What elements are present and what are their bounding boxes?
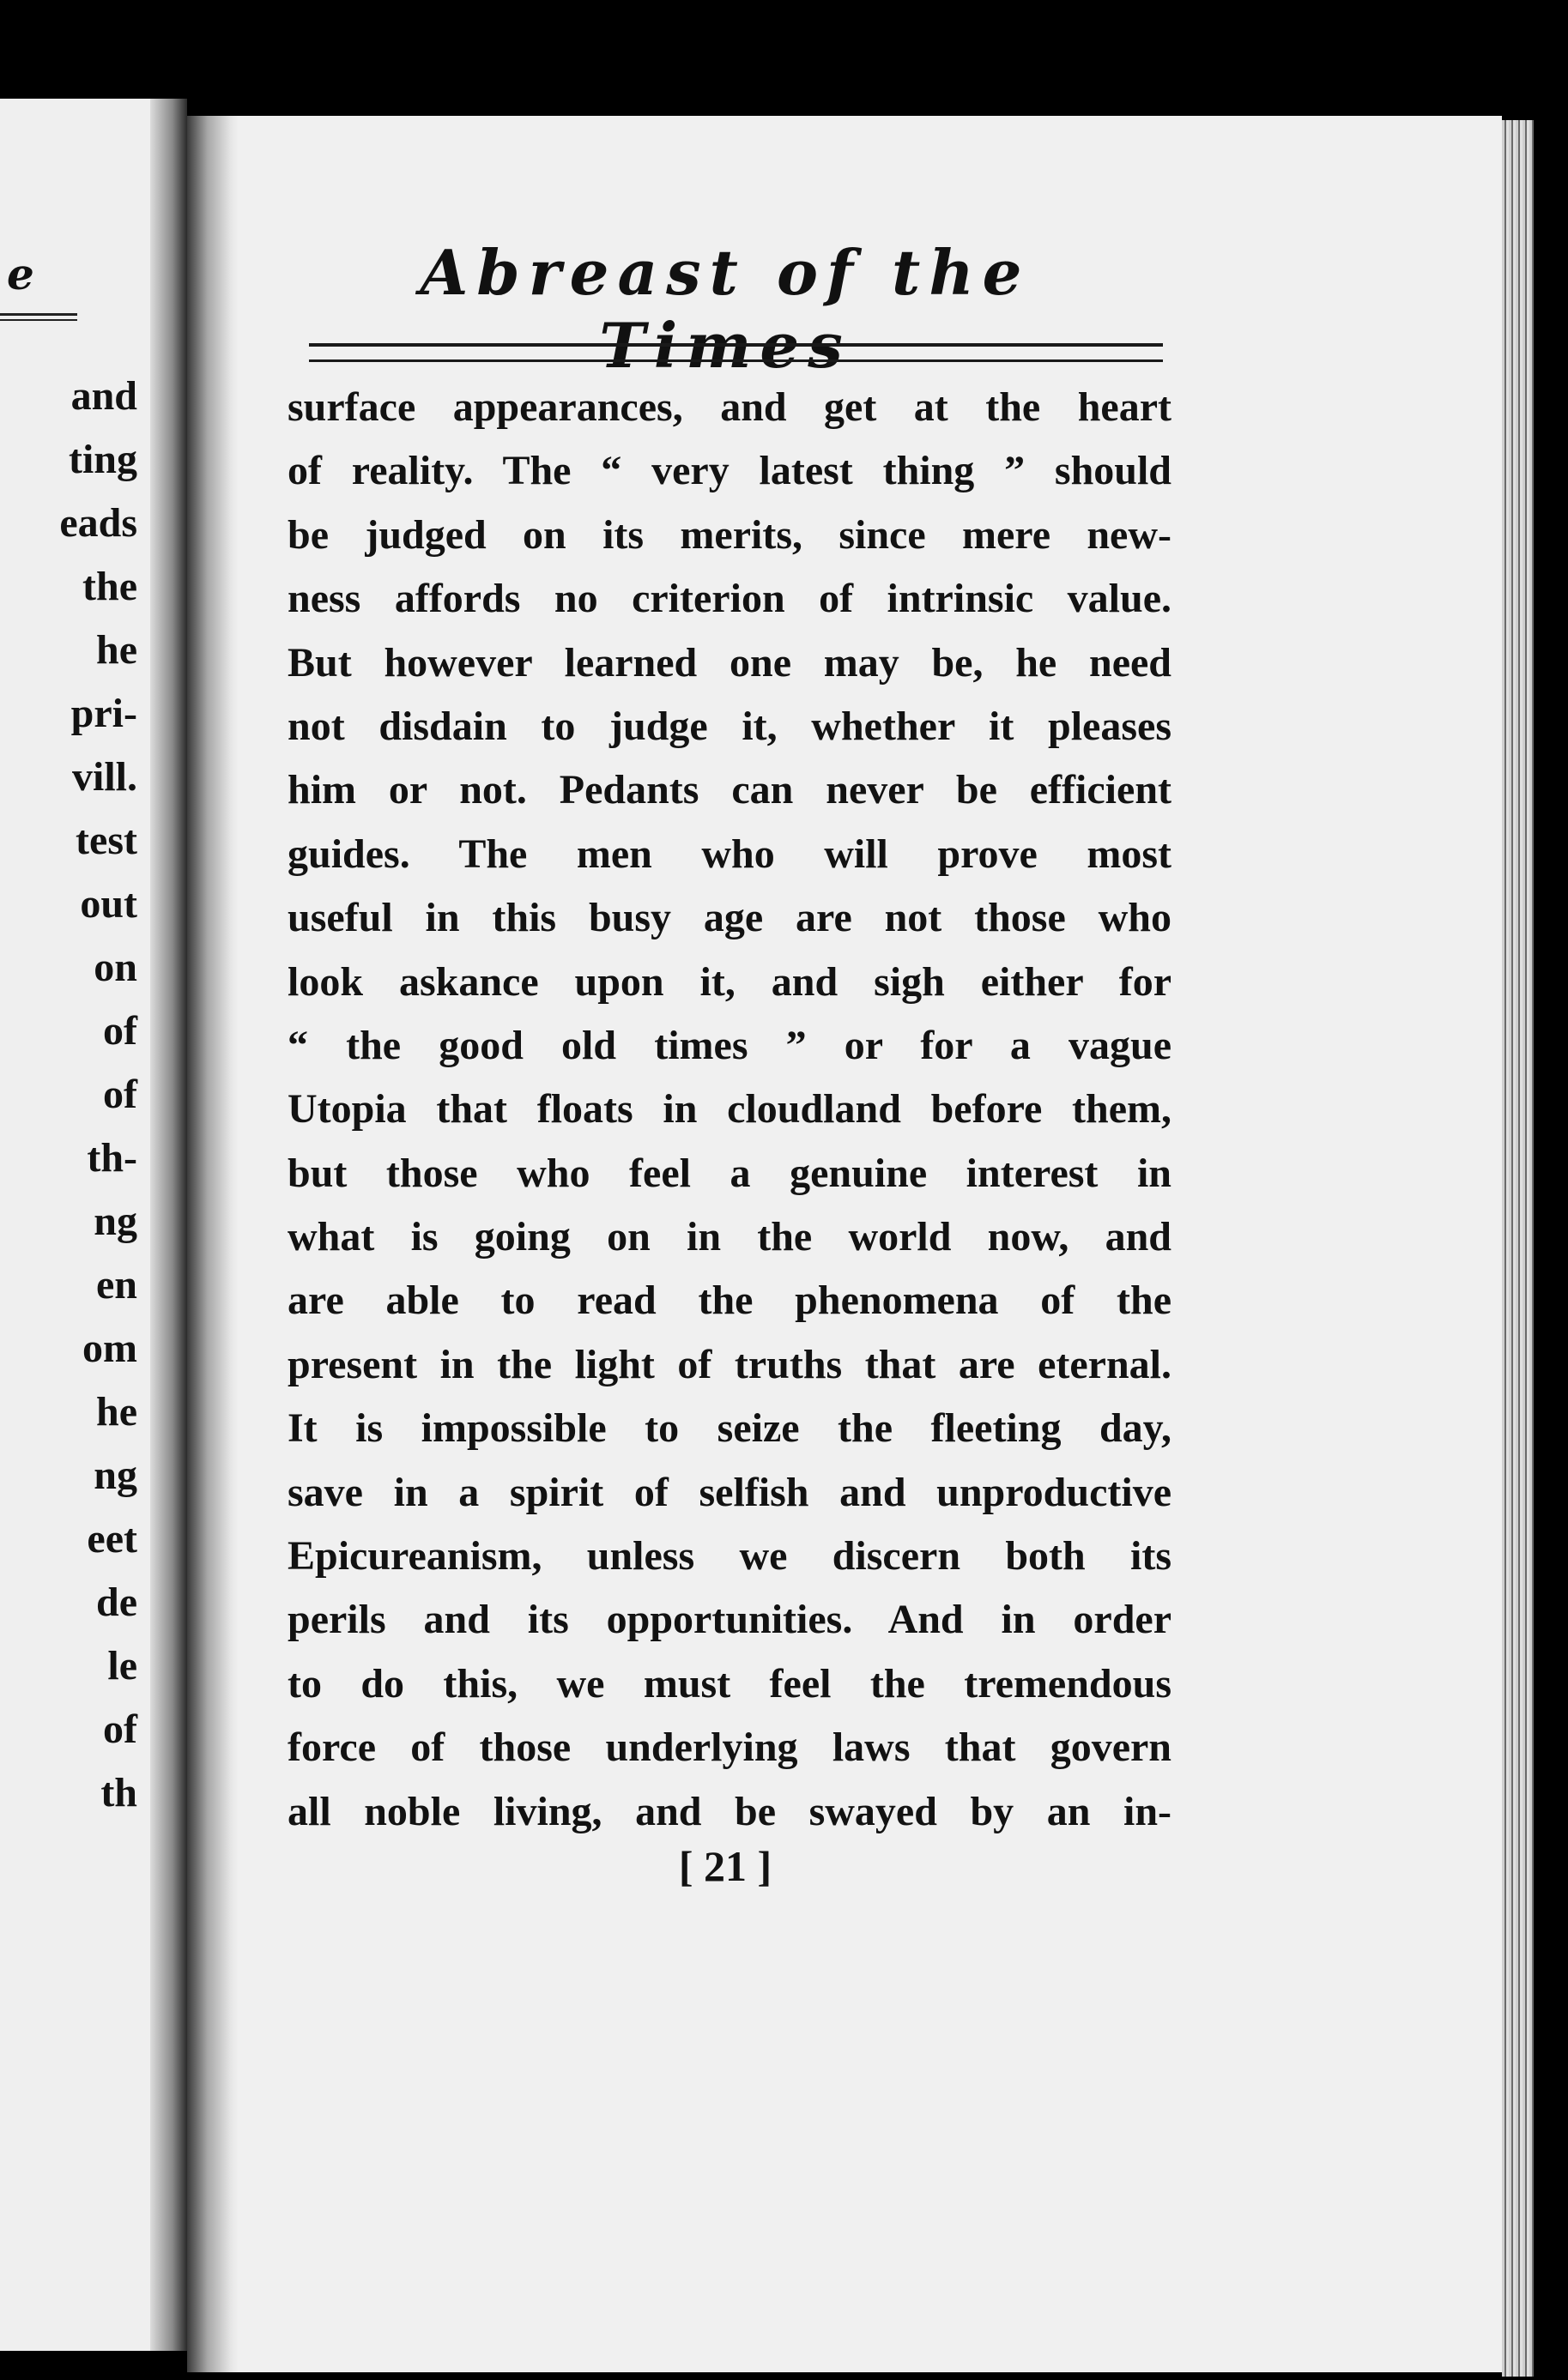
left-line-fragment: de xyxy=(96,1580,137,1625)
left-gutter-shadow xyxy=(150,99,187,2351)
left-facing-page xyxy=(0,99,187,2351)
text-line: what is going on in the world now, and xyxy=(288,1214,1171,1260)
left-line-fragment: eads xyxy=(59,500,137,546)
right-gutter-shadow xyxy=(187,116,239,2372)
left-line-fragment: of xyxy=(103,1706,137,1752)
left-line-fragment: pri- xyxy=(70,691,137,736)
text-line: ness affords no criterion of intrinsic value. xyxy=(288,576,1171,622)
text-line: save in a spirit of selfish and unproductive xyxy=(288,1469,1171,1515)
text-line: look askance upon it, and sigh either for xyxy=(288,958,1171,1005)
text-line: Epicureanism, unless we discern both its xyxy=(288,1533,1171,1580)
text-line: force of those underlying laws that govern xyxy=(288,1725,1171,1771)
text-line: present in the light of truths that are eternal. xyxy=(288,1341,1171,1387)
left-line-fragment: th xyxy=(100,1770,137,1815)
background-edge xyxy=(1534,120,1568,2380)
left-line-fragment: test xyxy=(76,818,137,863)
text-line: perils and its opportunities. And in order xyxy=(288,1597,1171,1643)
left-line-fragment: ng xyxy=(94,1453,137,1498)
left-line-fragment: le xyxy=(107,1643,137,1688)
left-line-fragment: om xyxy=(82,1326,137,1371)
text-line: Utopia that floats in cloudland before them, xyxy=(288,1086,1171,1133)
left-line-fragment: vill. xyxy=(71,754,137,800)
left-line-fragment: of xyxy=(103,1072,137,1117)
text-line: of reality. The “ very latest thing ” should xyxy=(288,448,1171,494)
text-line: surface appearances, and get at the heart xyxy=(288,384,1171,430)
text-line: useful in this busy age are not those who xyxy=(288,895,1171,941)
left-line-fragment: ting xyxy=(68,437,137,482)
left-line-fragment: out xyxy=(80,881,137,927)
left-head-rule xyxy=(0,313,77,321)
left-line-fragment: ng xyxy=(94,1199,137,1244)
page-number: [ 21 ] xyxy=(678,1842,772,1890)
left-line-fragment: of xyxy=(103,1008,137,1054)
text-line: “ the good old times ” or for a vague xyxy=(288,1022,1171,1068)
left-line-fragment: the xyxy=(82,564,137,609)
text-line: not disdain to judge it, whether it pleases xyxy=(288,703,1171,749)
text-line: all noble living, and be swayed by an in- xyxy=(288,1788,1171,1834)
text-line: are able to read the phenomena of the xyxy=(288,1278,1171,1324)
left-line-fragment: th- xyxy=(87,1135,137,1181)
left-line-fragment: on xyxy=(94,945,137,990)
text-line: be judged on its merits, since mere new- xyxy=(288,511,1171,558)
text-line: It is impossible to seize the fleeting day, xyxy=(288,1405,1171,1452)
text-line: to do this, we must feel the tremendous xyxy=(288,1660,1171,1706)
left-page-line-fragments xyxy=(0,365,137,1825)
left-line-fragment: and xyxy=(70,373,137,419)
running-head: Abreast of the Times xyxy=(420,236,1031,382)
text-line: but those who feel a genuine interest in xyxy=(288,1150,1171,1196)
left-line-fragment: he xyxy=(96,627,137,673)
left-line-fragment: eet xyxy=(87,1516,137,1561)
text-line: But however learned one may be, he need xyxy=(288,639,1171,686)
page-body-text xyxy=(288,376,1171,1844)
left-line-fragment: he xyxy=(96,1389,137,1435)
left-line-fragment: en xyxy=(96,1262,137,1308)
text-line: guides. The men who will prove most xyxy=(288,831,1171,877)
running-head-rule xyxy=(309,343,1163,362)
page-block-edges xyxy=(1502,120,1534,2377)
text-line: him or not. Pedants can never be efficient xyxy=(288,767,1171,813)
left-running-head-fragment: e xyxy=(7,249,34,299)
